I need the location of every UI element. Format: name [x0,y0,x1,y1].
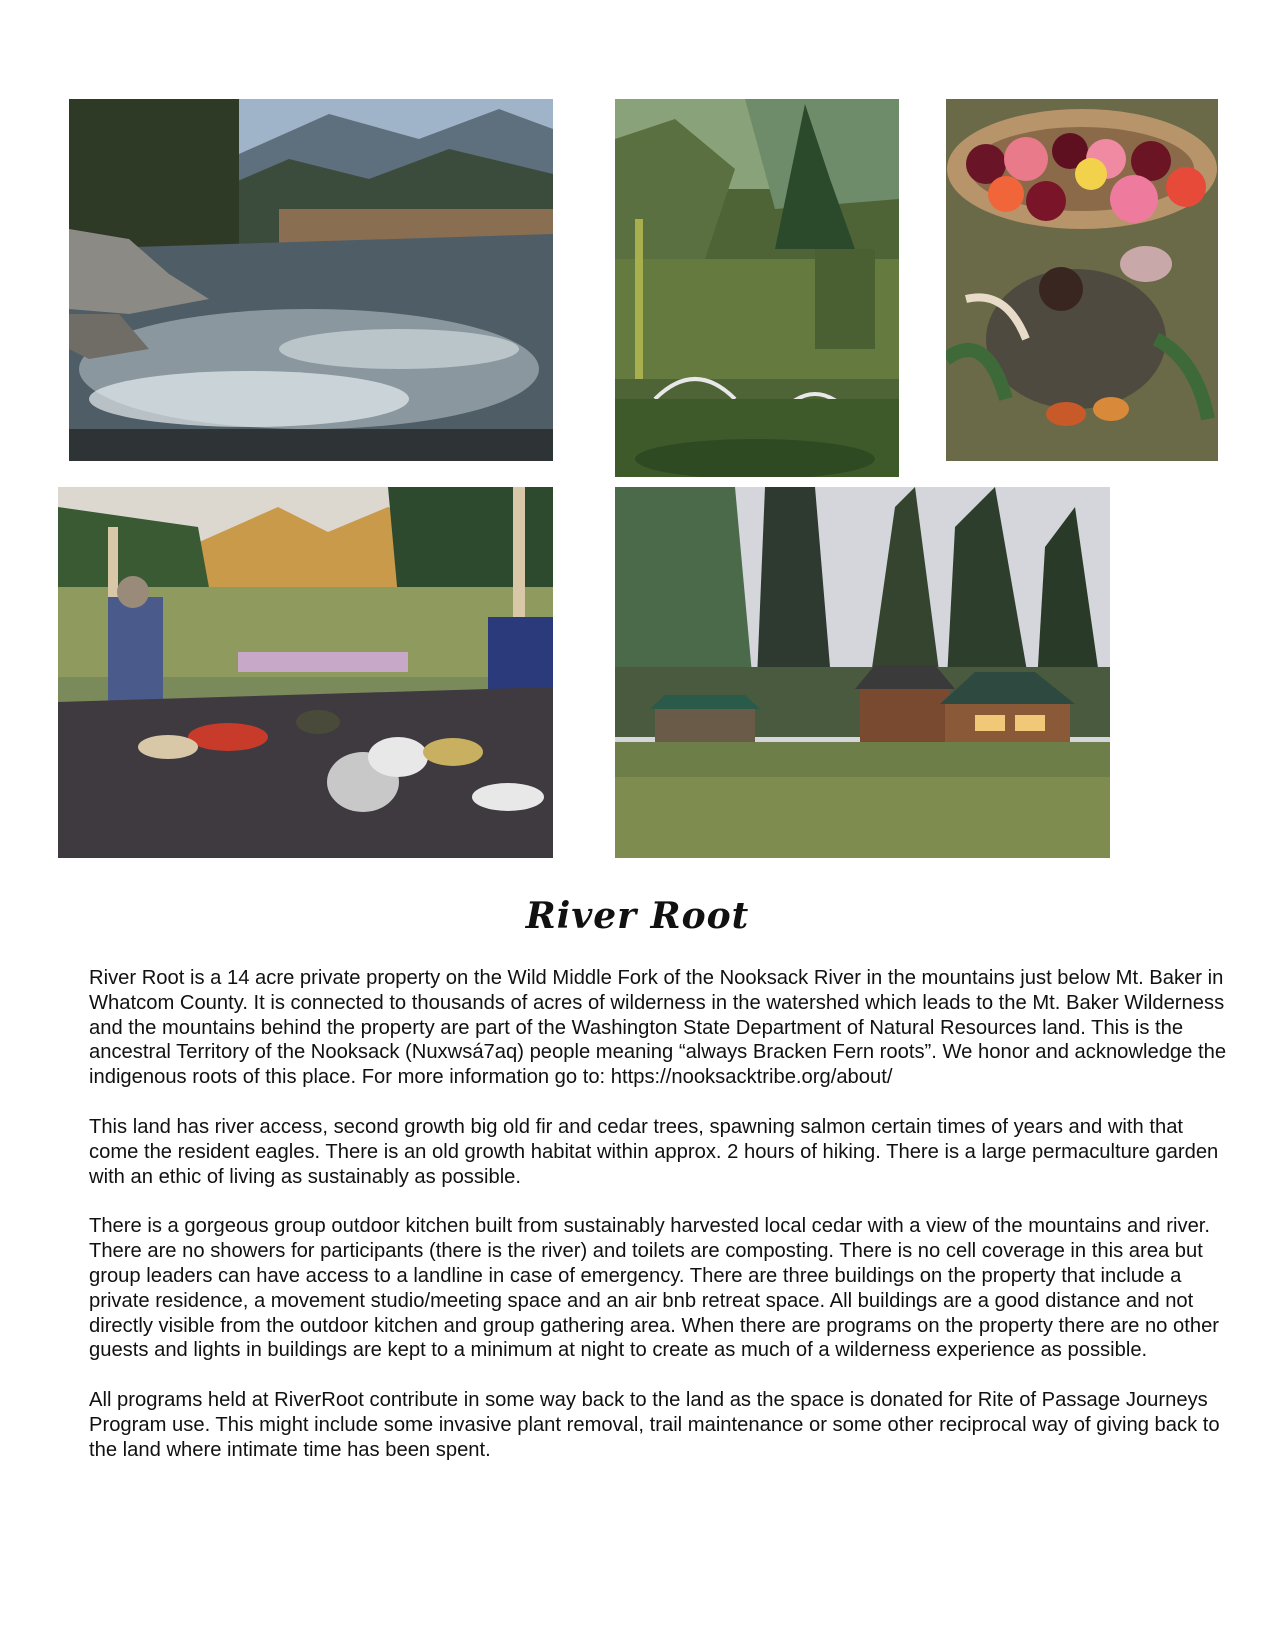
paragraph: All programs held at RiverRoot contribute in some way back to the land as the space is donated for Rite of Passage Journeys Program use. This might include some invasive plant removal, trail maintenance or some other reciprocal way of giving back to the land where intimate time has been spent. [89,1389,1220,1461]
paragraph: This land has river access, second growth big old fir and cedar trees, spawning salmon certain times of years and with that come the resident eagles. There is an old growth habitat within approx. 2 hours of hiking. There is a large permaculture garden with an ethic of living as sustainably as possible. [89,1115,1219,1188]
flower-bowl-photo [946,99,1218,461]
paragraph: River Root is a 14 acre private property on the Wild Middle Fork of the Nooksack River in the mountains just below Mt. Baker in Whatcom County. It is connected to thousands of acres of wilderness in the watershed which leads to the Mt. Baker Wilderness and the mountains behind the property are part of the Washington State Department of Natural Resources land. This is the ancestral Territory of the Nooksack (Nuxwsá7aq) people meaning “always Bracken Fern roots”. We honor and acknowledge the indigenous roots of this place. For more information go to: https://nooksacktribe.org/about/ [89,967,1227,1089]
paragraph: There is a gorgeous group outdoor kitchen built from sustainably harvested local cedar with a view of the mountains and river. There are no showers for participants (there is the river) and toilets are composting. There is no cell coverage in this area but group leaders can have access to a landline in case of emergency. There are three buildings on the property that include a private residence, a movement studio/meeting space and an air bnb retreat space. All buildings are a good distance and not directly visible from the outdoor kitchen and group gathering area. When there are programs on the property there are no other guests and lights in buildings are kept to a minimum at night to create as much of a wilderness experience as possible. [89,1215,1220,1362]
river-rapids-photo [69,99,553,461]
page-title: River Root [525,895,750,937]
garden-photo [615,99,899,477]
outdoor-kitchen-photo [58,487,553,858]
cabins-photo [615,487,1110,858]
body-text [89,966,1229,1488]
